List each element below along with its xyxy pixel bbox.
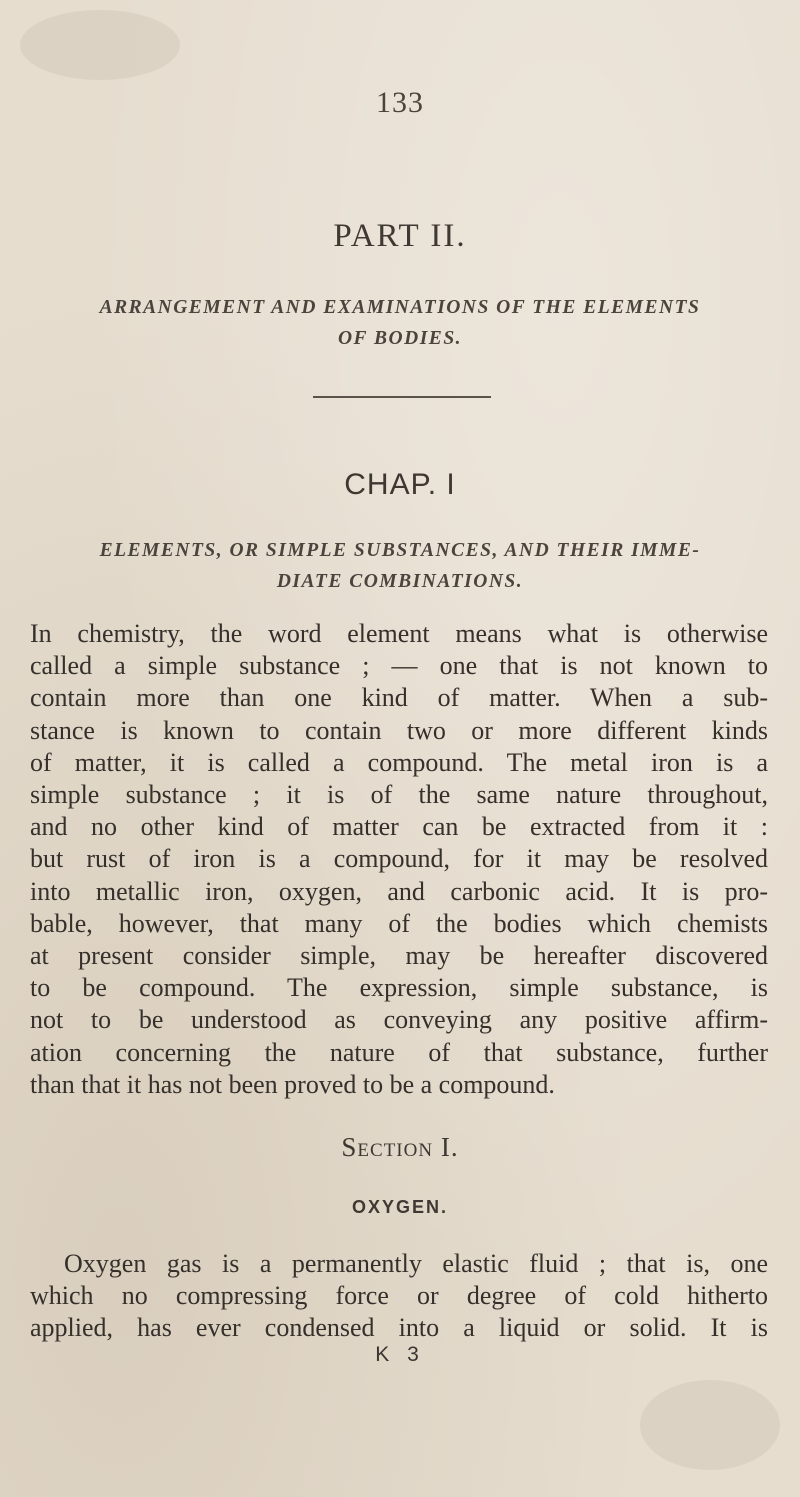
part-title: PART II. xyxy=(333,218,467,254)
body-paragraph-2 xyxy=(30,1248,768,1345)
paragraph-line: simple substance ; it is of the same nature throughout, xyxy=(30,780,768,810)
paragraph-line: into metallic iron, oxygen, and carbonic acid. It is pro- xyxy=(30,876,768,906)
paragraph-line: In chemistry, the word element means what is otherwise xyxy=(30,619,768,648)
paragraph-line: ation concerning the nature of that substance, further xyxy=(30,1037,768,1067)
chapter-heading-line-2: DIATE COMBINATIONS. xyxy=(276,571,524,592)
chapter-heading-line-1: ELEMENTS, OR SIMPLE SUBSTANCES, AND THEIR IMME- xyxy=(99,540,701,561)
section-title: Section I. xyxy=(341,1132,459,1162)
page-number: 133 xyxy=(376,86,424,119)
paragraph-line: to be compound. The expression, simple substance, is xyxy=(30,973,768,1003)
signature-mark: K 3 xyxy=(375,1343,425,1366)
section-divider-rule xyxy=(313,396,491,398)
paragraph-line: but rust of iron is a compound, for it may be resolved xyxy=(30,844,768,874)
paragraph-line: of matter, it is called a compound. The metal iron is a xyxy=(30,747,768,777)
paragraph-line: contain more than one kind of matter. When a sub- xyxy=(30,683,768,713)
part-heading-line-1: ARRANGEMENT AND EXAMINATIONS OF THE ELEMENTS xyxy=(99,297,701,318)
paper-stain xyxy=(20,10,180,80)
paragraph-line: applied, has ever condensed into a liquid or solid. It is xyxy=(30,1313,768,1343)
paragraph-line: at present consider simple, may be hereafter discovered xyxy=(30,941,768,971)
paragraph-line: bable, however, that many of the bodies which chemists xyxy=(30,908,768,938)
paragraph-line: not to be understood as conveying any positive affirm- xyxy=(30,1005,768,1035)
paragraph-line: Oxygen gas is a permanently elastic fluid ; that is, one xyxy=(64,1249,768,1278)
paragraph-line: stance is known to contain two or more different kinds xyxy=(30,715,768,745)
part-heading-line-2: OF BODIES. xyxy=(337,328,463,349)
paragraph-line: and no other kind of matter can be extracted from it : xyxy=(30,812,768,842)
paragraph-line: called a simple substance ; — one that is not known to xyxy=(30,651,768,681)
paragraph-line: which no compressing force or degree of cold hitherto xyxy=(30,1281,768,1311)
paper-stain xyxy=(640,1380,780,1470)
section-subtitle: OXYGEN. xyxy=(351,1197,449,1217)
paragraph-line: than that it has not been proved to be a compound. xyxy=(30,1069,555,1099)
chapter-title: CHAP. I xyxy=(344,468,456,501)
body-paragraph-1 xyxy=(30,618,768,1101)
